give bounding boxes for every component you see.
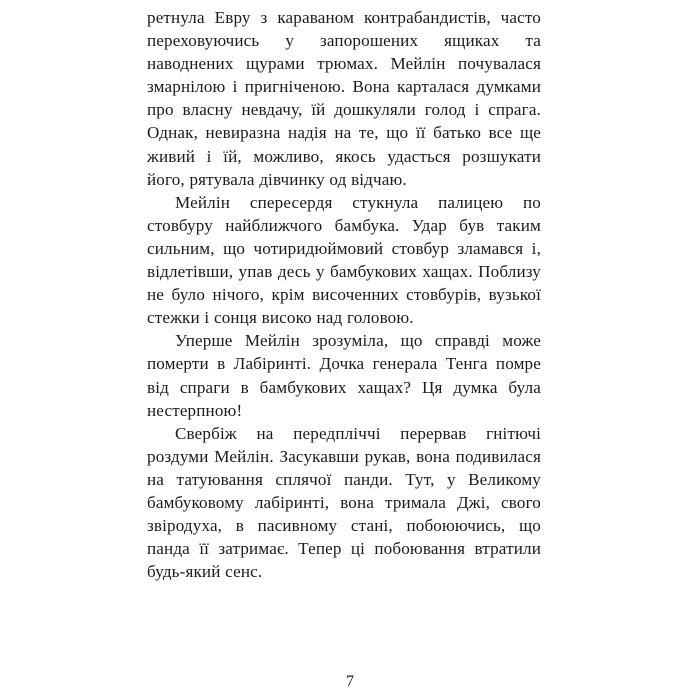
paragraph-4: Свербіж на передпліччі перервав гнітючі роздуми Мейлін. Засукавши рукав, вона подивилася на татуювання сплячої панди. Тут, у Великому бамбуковому лабіринті, вона тримала Джі, свого звіродуха, в пасивному стані, побоюючись, що панда її затримає. Тепер ці побоювання втратили будь-який сенс. bbox=[147, 423, 541, 582]
paragraph-3: Уперше Мейлін зрозуміла, що справді може померти в Лабіринті. Дочка генерала Тенга помре від спраги в бамбукових хащах? Ця думка була нестерпною! bbox=[147, 331, 541, 420]
paragraph-continued: ретнула Евру з караваном контрабандистів, часто переховуючись у запорошених ящиках та наводнених щурами трюмах. Мейлін почувалася змарнілою і пригніченою. Вона карталася думками про власну невдачу, їй дошкуляли голод і спрага. Однак, невиразна надія на те, що її батько все ще живий і їй, можливо, якось удасться розшукати його, рятувала дівчинку од відчаю. bbox=[147, 8, 541, 189]
paragraph-2: Мейлін спересердя стукнула палицею по стовбуру найближчого бамбука. Удар був таким сильним, що чотиридюймовий стовбур зламався і, відлетівши, упав десь у бамбукових хащах. Поблизу не було нічого, крім височенних стовбурів, вузької стежки і сонця високо над головою. bbox=[147, 192, 541, 328]
page-number: 7 bbox=[346, 673, 354, 690]
page-text-block bbox=[147, 6, 541, 583]
